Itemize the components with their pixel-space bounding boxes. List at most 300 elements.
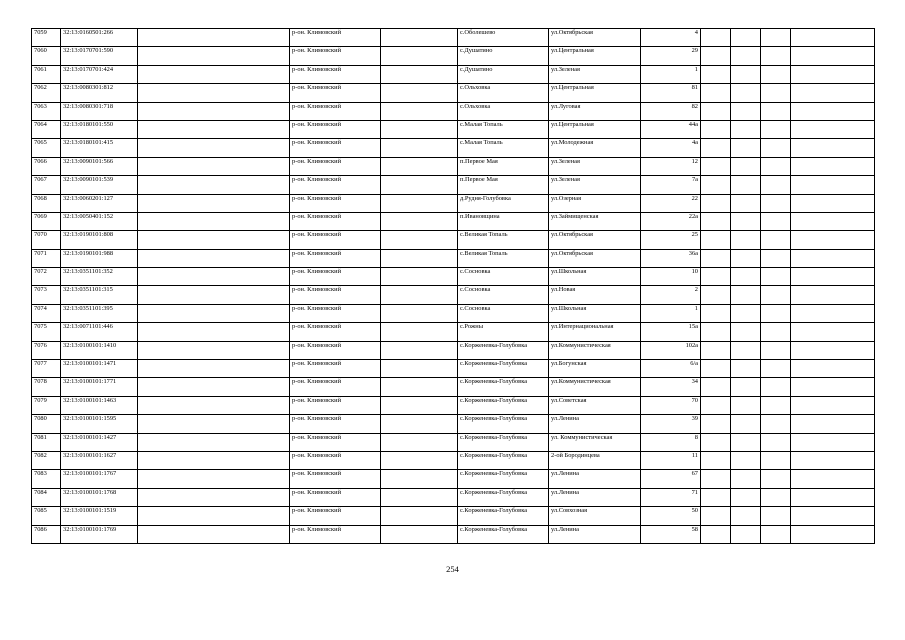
empty-cell bbox=[381, 507, 458, 525]
empty-cell bbox=[791, 102, 875, 120]
empty-cell bbox=[761, 470, 791, 488]
house-number: 1 bbox=[641, 65, 701, 83]
cadastral-number: 32:13:0100101:1519 bbox=[61, 507, 138, 525]
record-number: 7060 bbox=[32, 47, 61, 65]
empty-cell bbox=[791, 433, 875, 451]
empty-cell bbox=[701, 525, 731, 543]
record-number: 7080 bbox=[32, 415, 61, 433]
record-number: 7067 bbox=[32, 176, 61, 194]
house-number: 11 bbox=[641, 451, 701, 469]
empty-cell bbox=[381, 249, 458, 267]
house-number: 4а bbox=[641, 139, 701, 157]
locality: с.Малая Топаль bbox=[458, 139, 549, 157]
table-row bbox=[32, 29, 875, 47]
street: ул.Центральная bbox=[549, 120, 641, 138]
locality: с.Корженевка-Голубовка bbox=[458, 507, 549, 525]
locality: с.Сосновка bbox=[458, 268, 549, 286]
empty-cell bbox=[731, 194, 761, 212]
street: ул.Центральная bbox=[549, 84, 641, 102]
street: ул.Зеленая bbox=[549, 176, 641, 194]
empty-cell bbox=[381, 470, 458, 488]
table-row bbox=[32, 176, 875, 194]
empty-cell bbox=[791, 507, 875, 525]
empty-cell bbox=[138, 360, 290, 378]
cadastral-number: 32:13:0090101:566 bbox=[61, 157, 138, 175]
empty-cell bbox=[138, 488, 290, 506]
empty-cell bbox=[138, 341, 290, 359]
empty-cell bbox=[381, 231, 458, 249]
empty-cell bbox=[701, 433, 731, 451]
house-number: 70 bbox=[641, 396, 701, 414]
table-row bbox=[32, 268, 875, 286]
street: ул.Октябрьская bbox=[549, 29, 641, 47]
cadastral-number: 32:13:0080301:718 bbox=[61, 102, 138, 120]
house-number: 81 bbox=[641, 84, 701, 102]
empty-cell bbox=[381, 360, 458, 378]
street: ул.Ленина bbox=[549, 415, 641, 433]
empty-cell bbox=[761, 139, 791, 157]
record-number: 7074 bbox=[32, 304, 61, 322]
empty-cell bbox=[138, 415, 290, 433]
empty-cell bbox=[791, 415, 875, 433]
empty-cell bbox=[701, 47, 731, 65]
house-number: 50 bbox=[641, 507, 701, 525]
record-number: 7072 bbox=[32, 268, 61, 286]
empty-cell bbox=[701, 488, 731, 506]
empty-cell bbox=[701, 396, 731, 414]
locality: с.Сосновка bbox=[458, 304, 549, 322]
empty-cell bbox=[138, 29, 290, 47]
house-number: 8 bbox=[641, 433, 701, 451]
empty-cell bbox=[791, 268, 875, 286]
district: р-он. Климовский bbox=[290, 47, 381, 65]
district: р-он. Климовский bbox=[290, 286, 381, 304]
empty-cell bbox=[731, 29, 761, 47]
table-row bbox=[32, 120, 875, 138]
district: р-он. Климовский bbox=[290, 304, 381, 322]
locality: с.Сосновка bbox=[458, 286, 549, 304]
district: р-он. Климовский bbox=[290, 176, 381, 194]
street: ул. Коммунистическая bbox=[549, 433, 641, 451]
empty-cell bbox=[381, 212, 458, 230]
empty-cell bbox=[138, 268, 290, 286]
empty-cell bbox=[701, 286, 731, 304]
locality: с.Великая Топаль bbox=[458, 249, 549, 267]
empty-cell bbox=[701, 507, 731, 525]
cadastral-number: 32:13:0080301:812 bbox=[61, 84, 138, 102]
street: ул.Коммунистическая bbox=[549, 341, 641, 359]
empty-cell bbox=[381, 451, 458, 469]
empty-cell bbox=[138, 286, 290, 304]
street: ул.Займищенская bbox=[549, 212, 641, 230]
empty-cell bbox=[791, 176, 875, 194]
table-row bbox=[32, 396, 875, 414]
empty-cell bbox=[731, 65, 761, 83]
locality: с.Корженевка-Голубовка bbox=[458, 433, 549, 451]
empty-cell bbox=[138, 212, 290, 230]
empty-cell bbox=[761, 65, 791, 83]
record-number: 7082 bbox=[32, 451, 61, 469]
empty-cell bbox=[138, 102, 290, 120]
cadastral-number: 32:13:0351101:395 bbox=[61, 304, 138, 322]
district: р-он. Климовский bbox=[290, 268, 381, 286]
cadastral-number: 32:13:0100101:1771 bbox=[61, 378, 138, 396]
street: ул.Ленина bbox=[549, 470, 641, 488]
empty-cell bbox=[701, 360, 731, 378]
cadastral-number: 32:13:0351101:352 bbox=[61, 268, 138, 286]
record-number: 7065 bbox=[32, 139, 61, 157]
locality: с.Душатино bbox=[458, 65, 549, 83]
cadastral-number: 32:13:0071101:446 bbox=[61, 323, 138, 341]
empty-cell bbox=[791, 470, 875, 488]
locality: с.Корженевка-Голубовка bbox=[458, 415, 549, 433]
empty-cell bbox=[381, 378, 458, 396]
empty-cell bbox=[701, 194, 731, 212]
empty-cell bbox=[731, 139, 761, 157]
table-row bbox=[32, 488, 875, 506]
record-number: 7085 bbox=[32, 507, 61, 525]
house-number: 82 bbox=[641, 102, 701, 120]
district: р-он. Климовский bbox=[290, 525, 381, 543]
empty-cell bbox=[731, 396, 761, 414]
locality: п.Первое Мая bbox=[458, 157, 549, 175]
record-number: 7075 bbox=[32, 323, 61, 341]
table-row bbox=[32, 47, 875, 65]
registry-table-body bbox=[32, 29, 875, 544]
empty-cell bbox=[761, 451, 791, 469]
empty-cell bbox=[761, 488, 791, 506]
empty-cell bbox=[791, 341, 875, 359]
empty-cell bbox=[791, 525, 875, 543]
record-number: 7068 bbox=[32, 194, 61, 212]
empty-cell bbox=[731, 341, 761, 359]
empty-cell bbox=[731, 231, 761, 249]
empty-cell bbox=[381, 29, 458, 47]
locality: с.Корженевка-Голубовка bbox=[458, 470, 549, 488]
empty-cell bbox=[791, 157, 875, 175]
house-number: 1 bbox=[641, 304, 701, 322]
district: р-он. Климовский bbox=[290, 231, 381, 249]
district: р-он. Климовский bbox=[290, 396, 381, 414]
empty-cell bbox=[731, 84, 761, 102]
locality: с.Корженевка-Голубовка bbox=[458, 396, 549, 414]
record-number: 7059 bbox=[32, 29, 61, 47]
empty-cell bbox=[731, 157, 761, 175]
record-number: 7061 bbox=[32, 65, 61, 83]
house-number: 6/а bbox=[641, 360, 701, 378]
empty-cell bbox=[138, 304, 290, 322]
empty-cell bbox=[731, 488, 761, 506]
empty-cell bbox=[138, 433, 290, 451]
empty-cell bbox=[761, 415, 791, 433]
empty-cell bbox=[381, 525, 458, 543]
empty-cell bbox=[701, 341, 731, 359]
empty-cell bbox=[761, 212, 791, 230]
house-number: 44а bbox=[641, 120, 701, 138]
empty-cell bbox=[761, 396, 791, 414]
table-row bbox=[32, 433, 875, 451]
empty-cell bbox=[701, 268, 731, 286]
table-row bbox=[32, 451, 875, 469]
empty-cell bbox=[701, 249, 731, 267]
district: р-он. Климовский bbox=[290, 341, 381, 359]
empty-cell bbox=[381, 65, 458, 83]
house-number: 58 bbox=[641, 525, 701, 543]
house-number: 22а bbox=[641, 212, 701, 230]
empty-cell bbox=[791, 120, 875, 138]
record-number: 7073 bbox=[32, 286, 61, 304]
street: ул.Интернациональная bbox=[549, 323, 641, 341]
street: ул.Ленина bbox=[549, 488, 641, 506]
locality: с.Корженевка-Голубовка bbox=[458, 451, 549, 469]
table-row bbox=[32, 212, 875, 230]
record-number: 7066 bbox=[32, 157, 61, 175]
locality: с.Ольховка bbox=[458, 102, 549, 120]
empty-cell bbox=[791, 212, 875, 230]
empty-cell bbox=[761, 84, 791, 102]
district: р-он. Климовский bbox=[290, 120, 381, 138]
empty-cell bbox=[381, 120, 458, 138]
empty-cell bbox=[761, 323, 791, 341]
empty-cell bbox=[791, 84, 875, 102]
record-number: 7081 bbox=[32, 433, 61, 451]
empty-cell bbox=[791, 323, 875, 341]
empty-cell bbox=[138, 176, 290, 194]
cadastral-number: 32:13:0100101:1427 bbox=[61, 433, 138, 451]
empty-cell bbox=[701, 415, 731, 433]
street: ул.Зеленая bbox=[549, 65, 641, 83]
district: р-он. Климовский bbox=[290, 433, 381, 451]
empty-cell bbox=[731, 249, 761, 267]
street: ул.Школьная bbox=[549, 268, 641, 286]
cadastral-number: 32:13:0060201:127 bbox=[61, 194, 138, 212]
empty-cell bbox=[138, 470, 290, 488]
empty-cell bbox=[731, 470, 761, 488]
table-row bbox=[32, 194, 875, 212]
table-row bbox=[32, 323, 875, 341]
cadastral-number: 32:13:0180101:415 bbox=[61, 139, 138, 157]
empty-cell bbox=[761, 268, 791, 286]
street: ул.Октябрьская bbox=[549, 249, 641, 267]
record-number: 7070 bbox=[32, 231, 61, 249]
street: ул.Центральная bbox=[549, 47, 641, 65]
locality: с.Корженевка-Голубовка bbox=[458, 378, 549, 396]
street: ул.Ленина bbox=[549, 525, 641, 543]
empty-cell bbox=[791, 488, 875, 506]
empty-cell bbox=[701, 29, 731, 47]
empty-cell bbox=[761, 304, 791, 322]
house-number: 15а bbox=[641, 323, 701, 341]
record-number: 7084 bbox=[32, 488, 61, 506]
empty-cell bbox=[138, 231, 290, 249]
empty-cell bbox=[701, 212, 731, 230]
empty-cell bbox=[381, 396, 458, 414]
empty-cell bbox=[731, 304, 761, 322]
empty-cell bbox=[731, 102, 761, 120]
empty-cell bbox=[701, 157, 731, 175]
locality: с.Корженевка-Голубовка bbox=[458, 488, 549, 506]
locality: с.Великая Топаль bbox=[458, 231, 549, 249]
cadastral-number: 32:13:0351101:315 bbox=[61, 286, 138, 304]
cadastral-number: 32:13:0100101:1463 bbox=[61, 396, 138, 414]
empty-cell bbox=[701, 176, 731, 194]
street: ул.Октябрьская bbox=[549, 231, 641, 249]
cadastral-number: 32:13:0100101:1471 bbox=[61, 360, 138, 378]
empty-cell bbox=[791, 396, 875, 414]
house-number: 36а bbox=[641, 249, 701, 267]
cadastral-number: 32:13:0160501:266 bbox=[61, 29, 138, 47]
table-row bbox=[32, 65, 875, 83]
district: р-он. Климовский bbox=[290, 84, 381, 102]
table-row bbox=[32, 507, 875, 525]
empty-cell bbox=[701, 139, 731, 157]
empty-cell bbox=[761, 157, 791, 175]
house-number: 34 bbox=[641, 378, 701, 396]
table-row bbox=[32, 525, 875, 543]
page-number: 254 bbox=[446, 564, 459, 574]
street: ул.Зеленая bbox=[549, 157, 641, 175]
district: р-он. Климовский bbox=[290, 65, 381, 83]
empty-cell bbox=[138, 323, 290, 341]
empty-cell bbox=[761, 29, 791, 47]
empty-cell bbox=[791, 231, 875, 249]
empty-cell bbox=[761, 194, 791, 212]
empty-cell bbox=[381, 304, 458, 322]
district: р-он. Климовский bbox=[290, 249, 381, 267]
record-number: 7077 bbox=[32, 360, 61, 378]
cadastral-number: 32:13:0100101:1767 bbox=[61, 470, 138, 488]
empty-cell bbox=[791, 47, 875, 65]
empty-cell bbox=[761, 102, 791, 120]
empty-cell bbox=[731, 120, 761, 138]
street: ул.Советская bbox=[549, 396, 641, 414]
empty-cell bbox=[381, 268, 458, 286]
locality: с.Ольховка bbox=[458, 84, 549, 102]
empty-cell bbox=[381, 415, 458, 433]
district: р-он. Климовский bbox=[290, 360, 381, 378]
house-number: 71 bbox=[641, 488, 701, 506]
street: ул.Озерная bbox=[549, 194, 641, 212]
empty-cell bbox=[138, 65, 290, 83]
table-row bbox=[32, 360, 875, 378]
empty-cell bbox=[701, 231, 731, 249]
empty-cell bbox=[381, 84, 458, 102]
cadastral-number: 32:13:0100101:1768 bbox=[61, 488, 138, 506]
cadastral-number: 32:13:0090101:539 bbox=[61, 176, 138, 194]
house-number: 102а bbox=[641, 341, 701, 359]
cadastral-number: 32:13:0100101:1410 bbox=[61, 341, 138, 359]
empty-cell bbox=[701, 102, 731, 120]
empty-cell bbox=[731, 176, 761, 194]
empty-cell bbox=[138, 84, 290, 102]
empty-cell bbox=[381, 433, 458, 451]
empty-cell bbox=[138, 249, 290, 267]
locality: с.Оболешево bbox=[458, 29, 549, 47]
empty-cell bbox=[701, 378, 731, 396]
record-number: 7064 bbox=[32, 120, 61, 138]
empty-cell bbox=[791, 65, 875, 83]
table-row bbox=[32, 139, 875, 157]
empty-cell bbox=[138, 139, 290, 157]
cadastral-number: 32:13:0170701:590 bbox=[61, 47, 138, 65]
district: р-он. Климовский bbox=[290, 212, 381, 230]
record-number: 7062 bbox=[32, 84, 61, 102]
house-number: 29 bbox=[641, 47, 701, 65]
district: р-он. Климовский bbox=[290, 451, 381, 469]
street: ул.Школьная bbox=[549, 304, 641, 322]
empty-cell bbox=[761, 507, 791, 525]
empty-cell bbox=[381, 488, 458, 506]
district: р-он. Климовский bbox=[290, 507, 381, 525]
empty-cell bbox=[381, 341, 458, 359]
empty-cell bbox=[761, 286, 791, 304]
empty-cell bbox=[761, 120, 791, 138]
house-number: 4 bbox=[641, 29, 701, 47]
empty-cell bbox=[761, 176, 791, 194]
empty-cell bbox=[138, 507, 290, 525]
house-number: 10 bbox=[641, 268, 701, 286]
house-number: 22 bbox=[641, 194, 701, 212]
street: ул.Новая bbox=[549, 286, 641, 304]
table-row bbox=[32, 470, 875, 488]
empty-cell bbox=[731, 212, 761, 230]
locality: с.Душатино bbox=[458, 47, 549, 65]
district: р-он. Климовский bbox=[290, 415, 381, 433]
empty-cell bbox=[731, 360, 761, 378]
empty-cell bbox=[731, 268, 761, 286]
table-row bbox=[32, 286, 875, 304]
empty-cell bbox=[791, 286, 875, 304]
empty-cell bbox=[381, 102, 458, 120]
district: р-он. Климовский bbox=[290, 378, 381, 396]
table-row bbox=[32, 102, 875, 120]
house-number: 7а bbox=[641, 176, 701, 194]
empty-cell bbox=[731, 525, 761, 543]
table-row bbox=[32, 304, 875, 322]
empty-cell bbox=[761, 378, 791, 396]
table-row bbox=[32, 231, 875, 249]
empty-cell bbox=[731, 378, 761, 396]
district: р-он. Климовский bbox=[290, 29, 381, 47]
record-number: 7086 bbox=[32, 525, 61, 543]
empty-cell bbox=[761, 360, 791, 378]
empty-cell bbox=[701, 65, 731, 83]
empty-cell bbox=[731, 286, 761, 304]
district: р-он. Климовский bbox=[290, 194, 381, 212]
street: ул.Богунская bbox=[549, 360, 641, 378]
record-number: 7069 bbox=[32, 212, 61, 230]
district: р-он. Климовский bbox=[290, 488, 381, 506]
empty-cell bbox=[761, 47, 791, 65]
record-number: 7063 bbox=[32, 102, 61, 120]
locality: с.Рожны bbox=[458, 323, 549, 341]
empty-cell bbox=[381, 194, 458, 212]
empty-cell bbox=[701, 323, 731, 341]
street: ул.Коммунистическая bbox=[549, 378, 641, 396]
empty-cell bbox=[731, 507, 761, 525]
table-row bbox=[32, 378, 875, 396]
empty-cell bbox=[791, 194, 875, 212]
cadastral-number: 32:13:0190101:808 bbox=[61, 231, 138, 249]
record-number: 7083 bbox=[32, 470, 61, 488]
empty-cell bbox=[791, 360, 875, 378]
locality: п.Первое Мая bbox=[458, 176, 549, 194]
empty-cell bbox=[138, 157, 290, 175]
district: р-он. Климовский bbox=[290, 102, 381, 120]
empty-cell bbox=[791, 378, 875, 396]
empty-cell bbox=[731, 451, 761, 469]
cadastral-number: 32:13:0100101:1627 bbox=[61, 451, 138, 469]
